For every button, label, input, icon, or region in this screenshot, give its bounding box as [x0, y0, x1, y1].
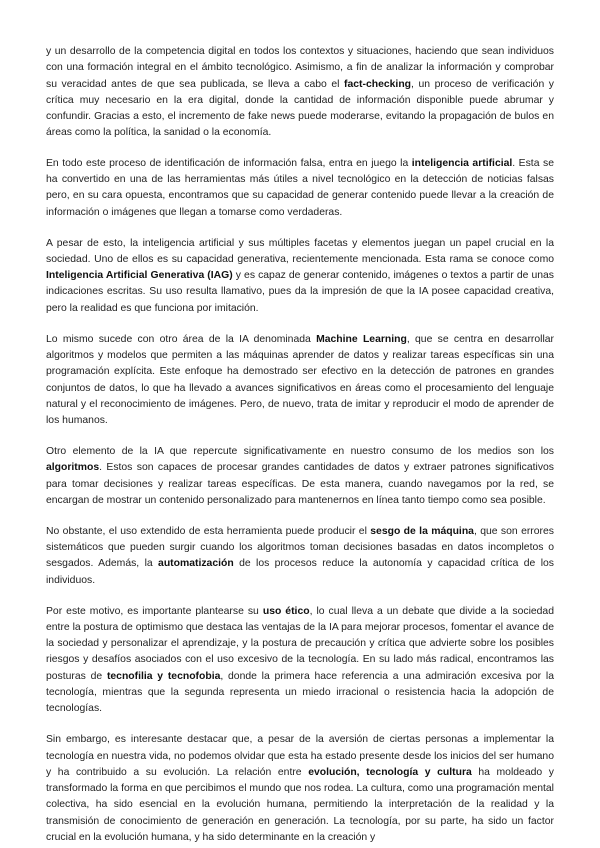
text-run: y un desarrollo de la competencia digital en todos los contextos y situaciones, haciendo que sean individuos con una formación integral en el ámbito tecnológico. Asimismo, a fin de analizar la información y comprobar su veracidad antes de que sea publicada, se lleva a cabo el	[46, 46, 554, 90]
bold-term: Machine Learning	[316, 333, 407, 345]
text-run: . Esta se ha convertido en una de las herramientas más útiles a nivel tecnológico en la detección de noticias falsas pero, en su cara opuesta, encontramos que su capacidad de generar contenido puede llevar a la creación de información o imágenes que llegan a tomarse como verdaderas.	[46, 157, 554, 218]
bold-term: algoritmos	[46, 462, 100, 474]
paragraph	[46, 332, 554, 430]
bold-term: sesgo de la máquina	[370, 525, 474, 537]
text-run: En todo este proceso de identificación de información falsa, entra en juego la	[46, 157, 412, 169]
text-run: , que son errores sistemáticos que pueden surgir cuando los algoritmos toman decisiones basadas en datos incompletos o sesgados. Además, la	[46, 525, 554, 570]
paragraph	[46, 604, 554, 718]
bold-term: fact-checking	[344, 78, 412, 90]
text-run: Sin embargo, es interesante destacar que, a pesar de la aversión de ciertas personas a implementar la tecnología en nuestra vida, no podemos olvidar que esta ha estado presente desde los inicios del ser humano y ha contribuido a su evolución. La relación entre	[46, 734, 554, 778]
bold-term: uso ético	[262, 605, 310, 617]
paragraph	[46, 524, 554, 589]
bold-term: evolución, tecnología y cultura	[308, 766, 472, 778]
text-run: Otro elemento de la IA que repercute significativamente en nuestro consumo de los medios son los	[46, 446, 554, 458]
paragraph	[46, 732, 554, 846]
paragraph	[46, 156, 554, 221]
paragraph	[46, 44, 554, 142]
text-run: , lo cual lleva a un debate que divide a la sociedad entre la postura de optimismo que destaca las ventajas de la IA para mejorar procesos, fomentar el avance de la sociedad y personalizar el aprendizaje, y la postura de precaución y crítica que advierte sobre los posibles riesgos y desafíos asociados con el uso excesivo de la tecnología. En su lado más radical, encontramos las posturas de	[46, 605, 554, 682]
bold-term: tecnofilia y tecnofobia	[106, 670, 221, 682]
text-run: , donde la primera hace referencia a una admiración excesiva por la tecnología, mientras que la segunda representa un miedo irracional o resistencia hacia la adopción de tecnologías.	[46, 670, 554, 715]
text-run: No obstante, el uso extendido de esta herramienta puede producir el	[46, 525, 371, 537]
text-run: A pesar de esto, la inteligencia artificial y sus múltiples facetas y elementos juegan un papel crucial en la sociedad. Uno de ellos es su capacidad generativa, recientemente mencionada. Esta rama se conoce como	[46, 237, 554, 265]
bold-term: automatización	[158, 558, 234, 570]
bold-term: inteligencia artificial	[411, 157, 513, 169]
text-run: , que se centra en desarrollar algoritmos y modelos que permiten a las máquinas aprender de datos y realizar tareas específicas sin una programación explícita. Este enfoque ha demostrado ser efectivo en la detección de patrones en grandes conjuntos de datos, lo que ha llevado a avances significativos en áreas como el procesamiento del lenguaje natural y el reconocimiento de imágenes. Pero, de nuevo, trata de imitar y reproducir el modo de aprender de los humanos.	[46, 333, 555, 427]
paragraph	[46, 236, 554, 317]
paragraph	[46, 444, 554, 509]
text-run: ha moldeado y transformado la forma en que percibimos el mundo que nos rodea. La cultura, como una programación mental colectiva, ha sido esencial en la evolución humana, permitiendo la interpretación de la realidad y la transmisión de conocimiento de generación en generación. La tecnología, por su parte, ha sido un factor crucial en la evolución humana, y ha sido determinante en la creación y	[46, 766, 554, 844]
text-run: Lo mismo sucede con otro área de la IA denominada	[46, 333, 317, 345]
text-run: de los procesos reduce la autonomía y capacidad crítica de los individuos.	[46, 558, 554, 586]
text-run: . Estos son capaces de procesar grandes cantidades de datos y extraer patrones significativos para tomar decisiones y realizar tareas específicas. De esta manera, cuando navegamos por la red, se encargan de mostrar un contenido personalizado para mantenernos en línea tanto tiempo como sea posible.	[46, 462, 554, 506]
bold-term: Inteligencia Artificial Generativa (IAG)	[46, 270, 233, 282]
text-run: , un proceso de verificación y crítica muy necesario en la era digital, donde la cantidad de información disponible puede abrumar y confundir. Gracias a esto, el incremento de fake news puede moderarse, evitando la propagación de bulos en áreas como la política, la sanidad o la economía.	[46, 78, 554, 139]
text-run: Por este motivo, es importante plantearse su	[46, 605, 263, 617]
text-run: y es capaz de generar contenido, imágenes o textos a partir de unas indicaciones escritas. Su uso resulta llamativo, pues da la impresión de que la IA posee capacidad creativa, pero la realidad es que funciona por imitación.	[46, 270, 554, 314]
